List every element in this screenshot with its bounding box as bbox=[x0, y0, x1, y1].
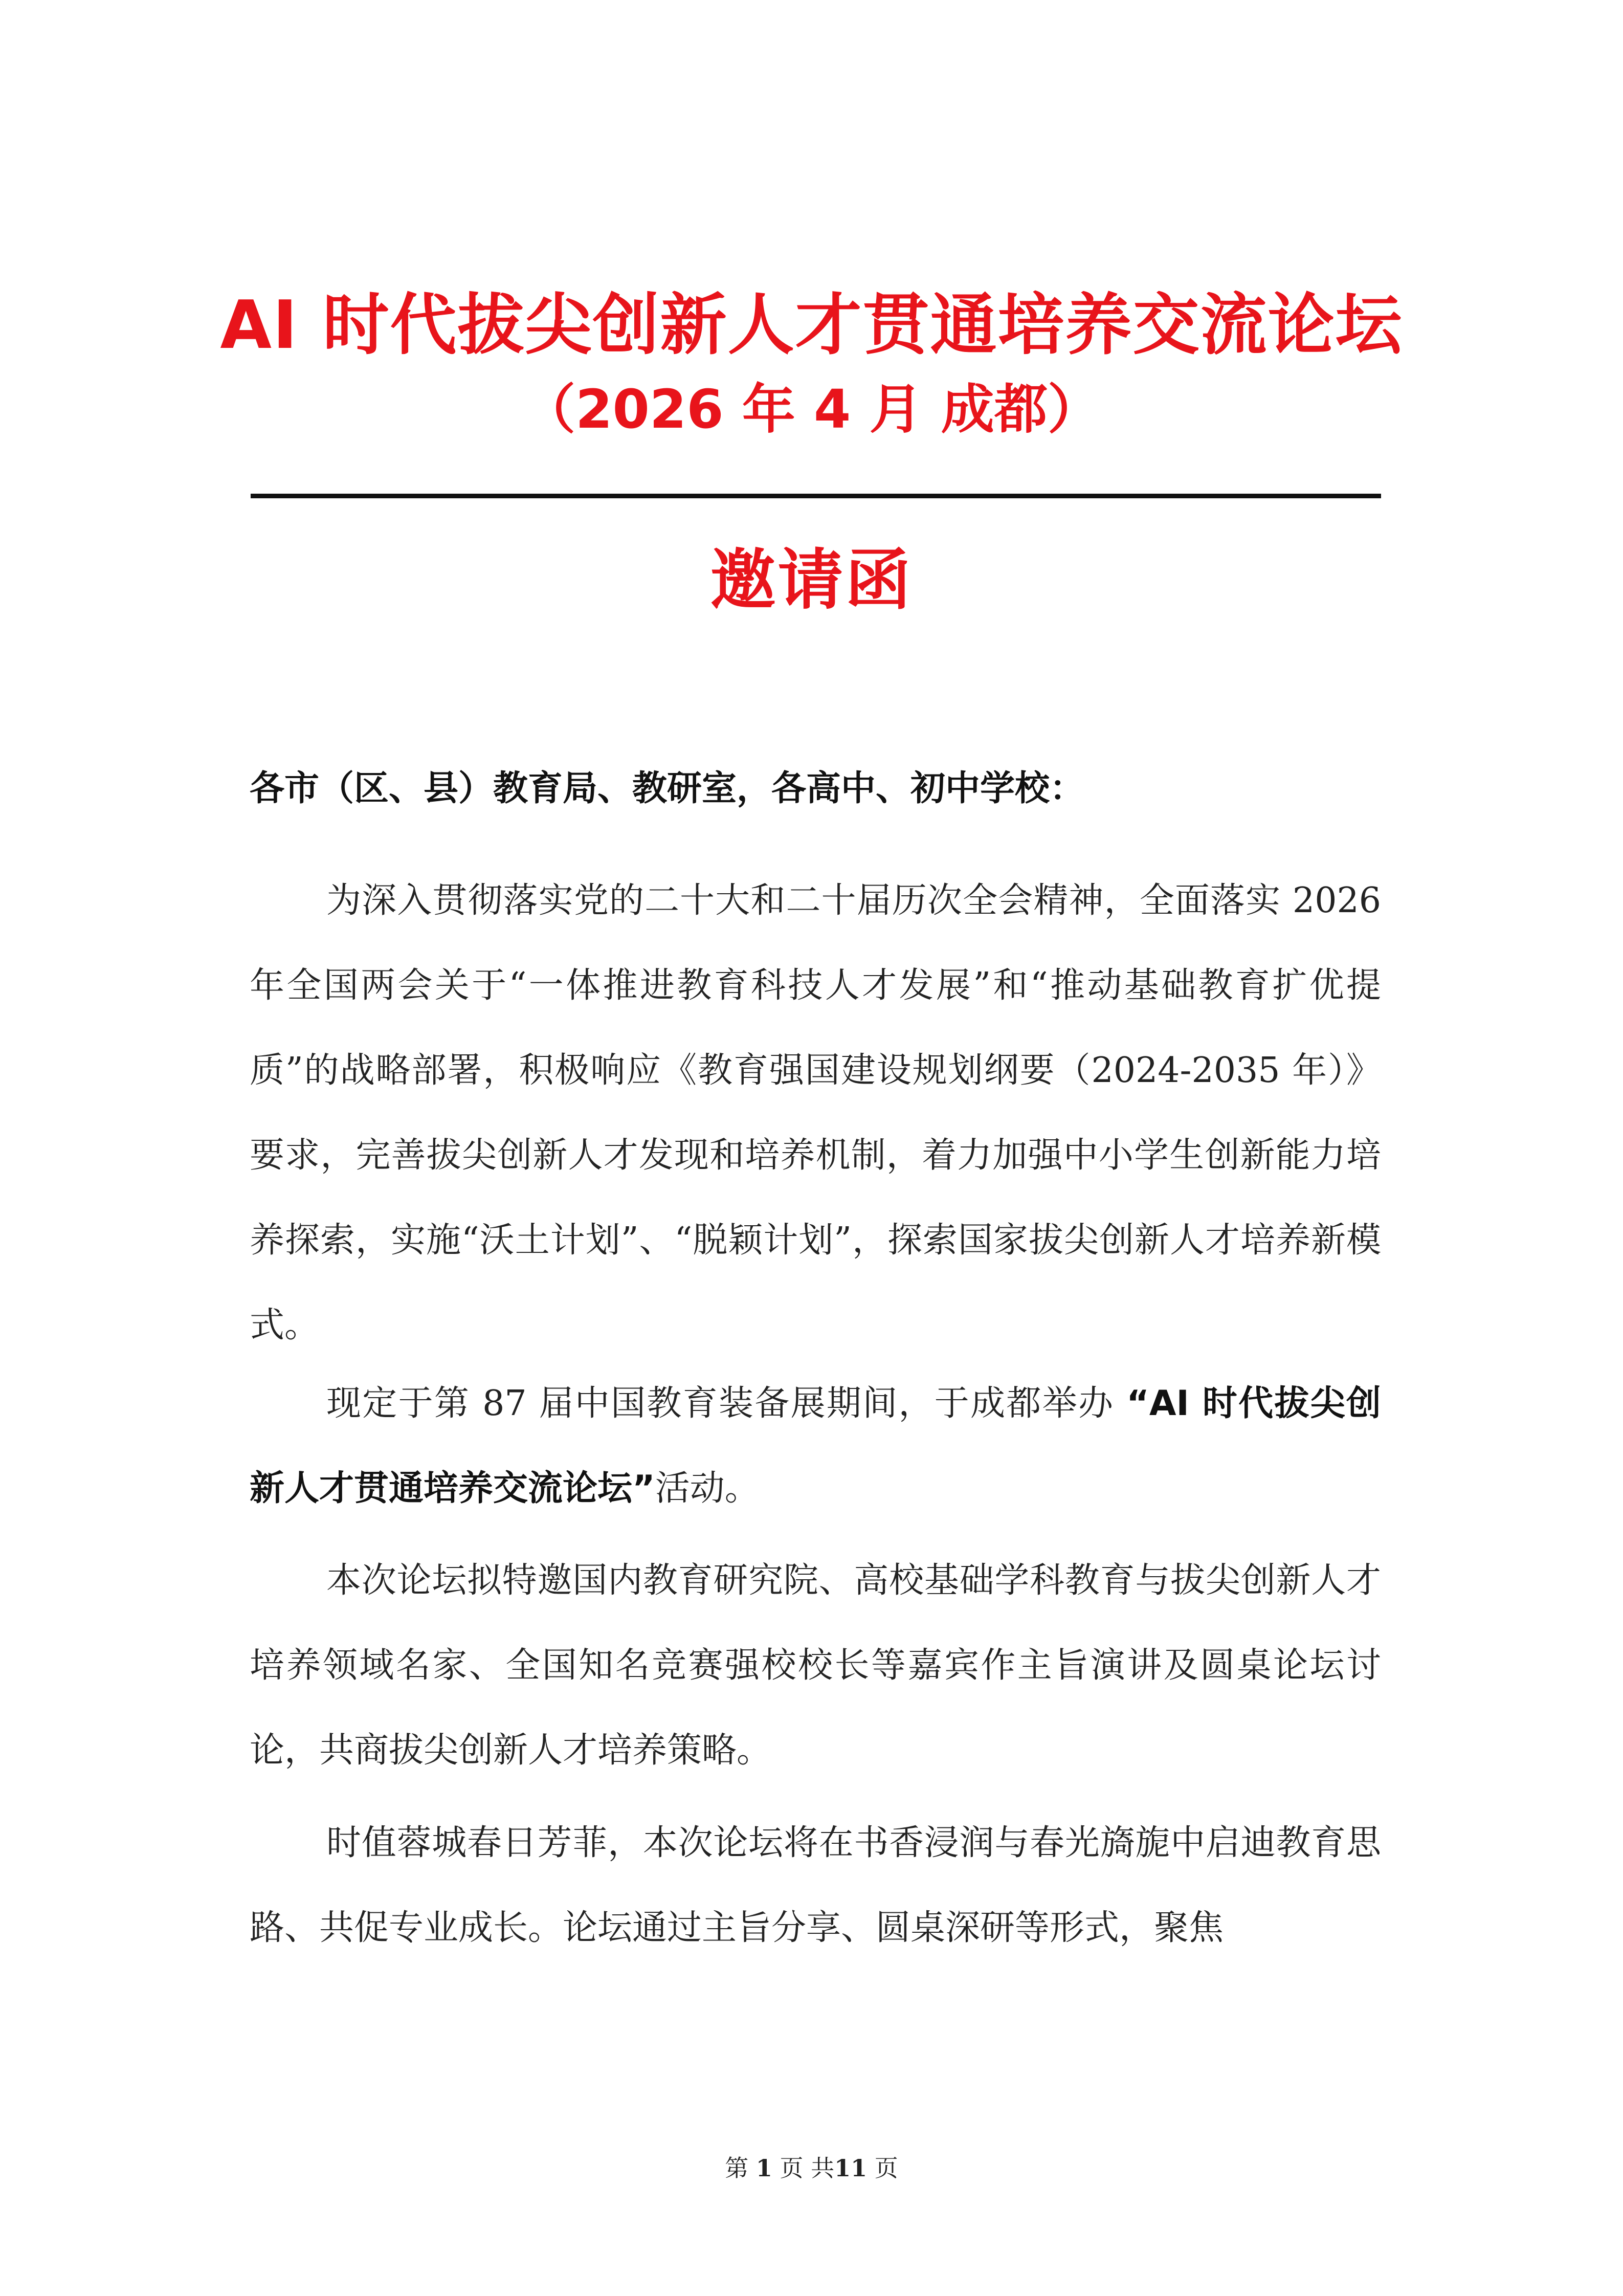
announcement-text: 现定于第 87 届中国教育装备展期间，于成都举办 bbox=[326, 1383, 1115, 1424]
footer-middle: 页 共 bbox=[780, 2154, 835, 2182]
forum-title: AI 时代拔尖创新人才贯通培养交流论坛 bbox=[220, 286, 1403, 364]
forum-date-location: （2026 年 4 月 成都） bbox=[522, 378, 1101, 440]
title-divider bbox=[251, 494, 1381, 498]
paragraph-forum-format: 时值蓉城春日芳菲，本次论坛将在书香浸润与春光旖旎中启迪教育思路、共促专业成长。论坛通过主旨分享、圆桌深研等形式，聚焦 bbox=[250, 1823, 1381, 1948]
page-number-footer bbox=[0, 2153, 1623, 2183]
paragraph-event-announcement bbox=[250, 1361, 1381, 1531]
footer-prefix: 第 bbox=[725, 2154, 749, 2182]
announcement-suffix: 活动。 bbox=[655, 1468, 760, 1509]
paragraph-background: 为深入贯彻落实党的二十大和二十届历次全会精神，全面落实 2026 年全国两会关于“一体推进教育科技人才发展”和“推动基础教育扩优提质”的战略部署，积极响应《教育强国建设规划纲要（2024-2035 年）》要求，完善拔尖创新人才发现和培养机制，着力加强中小学生创新能力培养探索，实施“沃土计划”、“脱颖计划”，探索国家拔尖创新人才培养新模式。 bbox=[250, 880, 1381, 1345]
footer-suffix: 页 bbox=[874, 2154, 898, 2182]
current-page-number: 1 bbox=[755, 2154, 772, 2182]
total-page-count: 11 bbox=[834, 2154, 868, 2182]
paragraph-speakers: 本次论坛拟特邀国内教育研究院、高校基础学科教育与拔尖创新人才培养领域名家、全国知名竞赛强校校长等嘉宾作主旨演讲及圆桌论坛讨论，共商拔尖创新人才培养策略。 bbox=[250, 1560, 1381, 1771]
salutation: 各市（区、县）教育局、教研室，各高中、初中学校： bbox=[250, 768, 1085, 809]
invitation-title: 邀请函 bbox=[710, 542, 913, 619]
forum-name-emphasis: “AI 时代拔尖创新人才贯通培养交流论坛” bbox=[250, 1383, 1381, 1509]
